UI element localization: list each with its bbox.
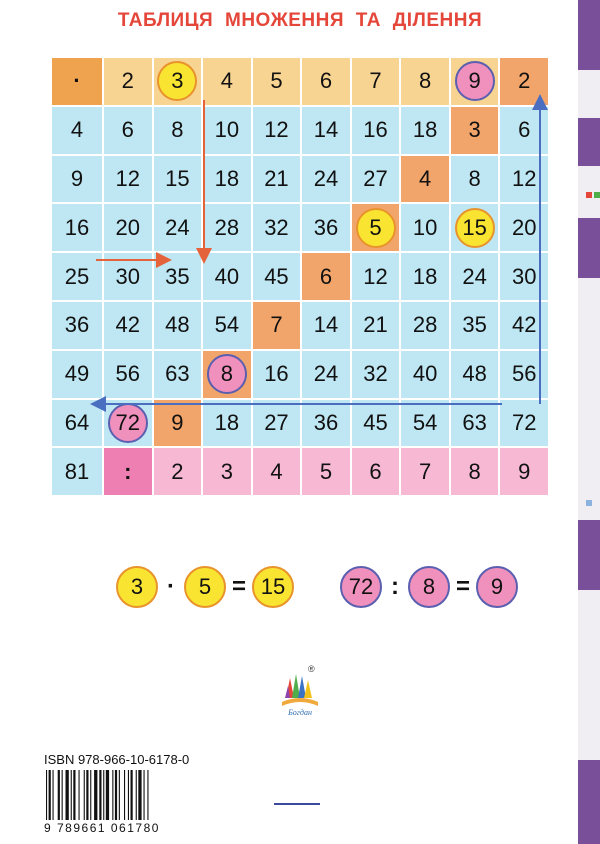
barcode-bar: [119, 770, 120, 820]
table-cell: 42: [104, 302, 152, 349]
table-cell: 40: [401, 351, 449, 398]
highlight-circle: 3: [157, 61, 197, 101]
table-cell: 64: [52, 400, 102, 447]
table-cell: 14: [302, 107, 350, 154]
barcode-bar: [124, 770, 125, 820]
barcode-bar: [138, 770, 141, 820]
table-cell: 32: [253, 204, 301, 251]
highlight-circle: 5: [356, 208, 396, 248]
table-cell: 81: [52, 448, 102, 495]
footer-cell: 8: [451, 448, 499, 495]
row-header-cell: [203, 351, 251, 398]
barcode: [44, 770, 182, 820]
table-cell: 24: [302, 351, 350, 398]
product: 15: [252, 566, 294, 608]
barcode-bar: [79, 770, 80, 820]
barcode-bar: [62, 770, 63, 820]
factor-b: 5: [184, 566, 226, 608]
edge-color-mark: [586, 500, 592, 506]
barcode-bar: [99, 770, 101, 820]
edge-color-mark: [586, 192, 592, 198]
table-cell: 6: [500, 107, 548, 154]
barcode-bar: [66, 770, 69, 820]
edge-color-band: [578, 118, 600, 166]
highlight-circle: 15: [455, 208, 495, 248]
table-cell: 9: [52, 156, 102, 203]
table-cell: 24: [302, 156, 350, 203]
table-cell: 20: [104, 204, 152, 251]
header-cell: 8: [401, 58, 449, 105]
barcode-bar: [136, 770, 137, 820]
barcode-bar: [128, 770, 129, 820]
isbn-text: ISBN 978-966-10-6178-0: [44, 752, 190, 767]
table-cell: 42: [500, 302, 548, 349]
barcode-bar: [49, 770, 51, 820]
barcode-bar: [103, 770, 104, 820]
barcode-bar: [94, 770, 97, 820]
equals-sign: =: [456, 573, 471, 600]
footer-cell: 3: [203, 448, 251, 495]
table-cell: [451, 204, 499, 251]
table-cell: 8: [451, 156, 499, 203]
table-cell: 25: [52, 253, 102, 300]
barcode-bar: [46, 770, 47, 820]
table-cell: 10: [203, 107, 251, 154]
highlight-circle: 8: [207, 354, 247, 394]
table-cell: 8: [154, 107, 202, 154]
row-header-cell: 9: [154, 400, 202, 447]
highlight-circle: 9: [455, 61, 495, 101]
row-header-cell: 2: [500, 58, 548, 105]
multiplication-table: [52, 58, 548, 544]
table-cell: 30: [500, 253, 548, 300]
row-header-cell: 4: [401, 156, 449, 203]
table-cell: 48: [451, 351, 499, 398]
table-cell: 10: [401, 204, 449, 251]
highlight-circle: 72: [108, 403, 148, 443]
footer-cell: 9: [500, 448, 548, 495]
barcode-bar: [106, 770, 109, 820]
header-cell: 2: [104, 58, 152, 105]
table-cell: 18: [401, 107, 449, 154]
table-cell: 16: [352, 107, 400, 154]
header-cell: 5: [253, 58, 301, 105]
quotient: 9: [476, 566, 518, 608]
table-cell: 49: [52, 351, 102, 398]
table-cell: 14: [302, 302, 350, 349]
dividend: 72: [340, 566, 382, 608]
table-cell: 32: [352, 351, 400, 398]
multiply-sign: ·: [167, 573, 175, 600]
edge-color-band: [578, 760, 600, 844]
publisher-logo: [276, 668, 324, 718]
table-corner-symbol: ·: [52, 58, 102, 105]
table-cell: 54: [203, 302, 251, 349]
barcode-bar: [90, 770, 91, 820]
table-cell: 21: [253, 156, 301, 203]
edge-color-band: [578, 520, 600, 590]
barcode-bar: [147, 770, 148, 820]
edge-color-mark: [594, 192, 600, 198]
table-cell: 16: [253, 351, 301, 398]
price-line: [274, 803, 320, 805]
row-header-cell: 3: [451, 107, 499, 154]
page-title: ТАБЛИЦЯ МНОЖЕННЯ ТА ДІЛЕННЯ: [117, 10, 483, 31]
row-header-cell: 7: [253, 302, 301, 349]
header-cell: [154, 58, 202, 105]
division-example: [340, 566, 518, 608]
table-cell: 21: [352, 302, 400, 349]
barcode-bar: [112, 770, 113, 820]
table-cell: 27: [352, 156, 400, 203]
barcode-bar: [73, 770, 75, 820]
table-cell: 12: [253, 107, 301, 154]
table-cell: 18: [401, 253, 449, 300]
table-cell: 40: [203, 253, 251, 300]
table-cell: 24: [154, 204, 202, 251]
table-cell: 28: [401, 302, 449, 349]
table-cell: 36: [52, 302, 102, 349]
factor-a: 3: [116, 566, 158, 608]
table-cell: 4: [52, 107, 102, 154]
table-cell: 35: [451, 302, 499, 349]
row-header-cell: 6: [302, 253, 350, 300]
table-cell: 63: [154, 351, 202, 398]
table-cell: 48: [154, 302, 202, 349]
svg-text:Богдан: Богдан: [288, 708, 312, 717]
edge-color-band: [578, 218, 600, 278]
barcode-bar: [53, 770, 54, 820]
table-cell: 16: [52, 204, 102, 251]
barcode-bar: [71, 770, 72, 820]
table-cell: 12: [500, 156, 548, 203]
equals-sign: =: [232, 573, 247, 600]
barcode-bar: [58, 770, 60, 820]
table-cell: 35: [154, 253, 202, 300]
table-cell: 12: [104, 156, 152, 203]
table-cell: 36: [302, 400, 350, 447]
table-cell: 54: [401, 400, 449, 447]
divide-sign: :: [391, 573, 399, 600]
header-cell: [451, 58, 499, 105]
table-cell: 18: [203, 156, 251, 203]
table-cell: 27: [253, 400, 301, 447]
footer-cell: 6: [352, 448, 400, 495]
table-cell: 28: [203, 204, 251, 251]
footer-cell: 5: [302, 448, 350, 495]
table-cell: 6: [104, 107, 152, 154]
table-cell: 12: [352, 253, 400, 300]
table-cell: 20: [500, 204, 548, 251]
table-cell: 72: [500, 400, 548, 447]
footer-cell: 4: [253, 448, 301, 495]
barcode-bar: [144, 770, 145, 820]
row-header-cell: [352, 204, 400, 251]
registered-mark: ®: [308, 664, 315, 674]
barcode-bar: [84, 770, 85, 820]
header-cell: 7: [352, 58, 400, 105]
table-cell: 18: [203, 400, 251, 447]
barcode-bar: [115, 770, 117, 820]
table-cell: 45: [253, 253, 301, 300]
table-cell: 36: [302, 204, 350, 251]
table-cell: 30: [104, 253, 152, 300]
footer-symbol: :: [104, 448, 152, 495]
header-cell: 6: [302, 58, 350, 105]
table-cell: 56: [500, 351, 548, 398]
table-cell: 45: [352, 400, 400, 447]
table-cell: [104, 400, 152, 447]
divisor: 8: [408, 566, 450, 608]
barcode-bar: [86, 770, 88, 820]
table-cell: 63: [451, 400, 499, 447]
table-cell: 56: [104, 351, 152, 398]
table-cell: 15: [154, 156, 202, 203]
table-cell: 24: [451, 253, 499, 300]
footer-cell: 7: [401, 448, 449, 495]
barcode-number: 9 789661 061780: [44, 821, 160, 835]
header-cell: 4: [203, 58, 251, 105]
footer-cell: 2: [154, 448, 202, 495]
barcode-bar: [131, 770, 133, 820]
multiplication-example: [116, 566, 294, 608]
